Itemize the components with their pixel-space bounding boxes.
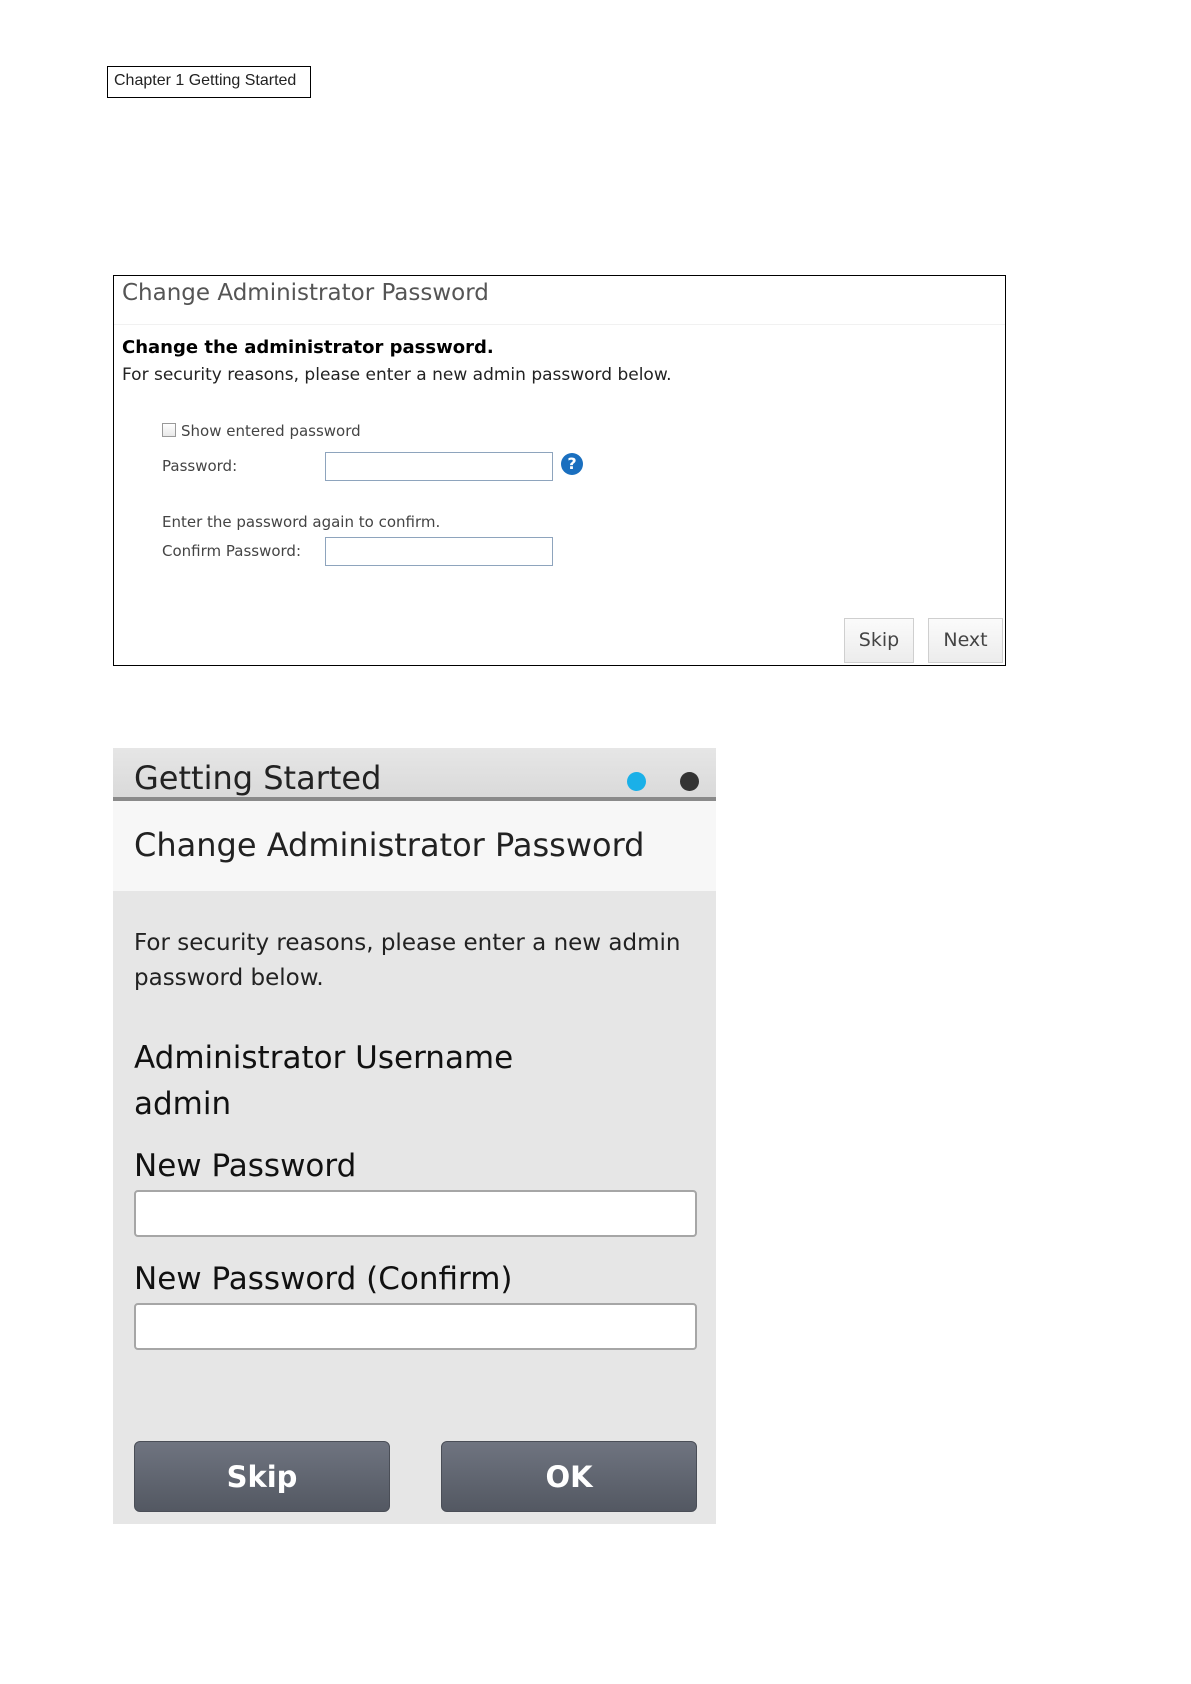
mobile-subtitle: Change Administrator Password — [134, 826, 645, 864]
username-label: Administrator Username — [134, 1040, 514, 1076]
ok-button[interactable]: OK — [441, 1441, 697, 1512]
password-label: Password: — [162, 457, 238, 475]
mobile-header-title: Getting Started — [134, 759, 382, 797]
show-password-checkbox[interactable] — [162, 423, 176, 437]
dialog-title: Change Administrator Password — [122, 280, 489, 306]
chapter-header: Chapter 1 Getting Started — [107, 66, 311, 98]
page-indicator-dot — [680, 772, 699, 791]
username-value: admin — [134, 1086, 232, 1122]
dialog-note: For security reasons, please enter a new admin password below. — [122, 365, 672, 385]
skip-button[interactable]: Skip — [844, 618, 914, 663]
new-password-label: New Password — [134, 1148, 357, 1184]
confirm-password-label: Confirm Password: — [162, 542, 302, 560]
confirm-hint: Enter the password again to confirm. — [162, 513, 441, 531]
dialog-heading: Change the administrator password. — [122, 337, 494, 358]
confirm-password-input[interactable] — [325, 537, 553, 566]
title-divider — [114, 324, 1005, 325]
confirm-password-label: New Password (Confirm) — [134, 1261, 513, 1297]
show-password-label: Show entered password — [181, 422, 361, 440]
desktop-change-password-dialog — [113, 275, 1006, 666]
mobile-note: For security reasons, please enter a new admin password below. — [134, 930, 681, 991]
new-password-input[interactable] — [134, 1190, 697, 1237]
page-indicator-dot-active — [627, 772, 646, 791]
help-icon[interactable]: ? — [561, 453, 583, 475]
mobile-change-password-panel — [113, 748, 716, 1524]
skip-button[interactable]: Skip — [134, 1441, 390, 1512]
password-input[interactable] — [325, 452, 553, 481]
confirm-password-input[interactable] — [134, 1303, 697, 1350]
next-button[interactable]: Next — [928, 618, 1003, 663]
